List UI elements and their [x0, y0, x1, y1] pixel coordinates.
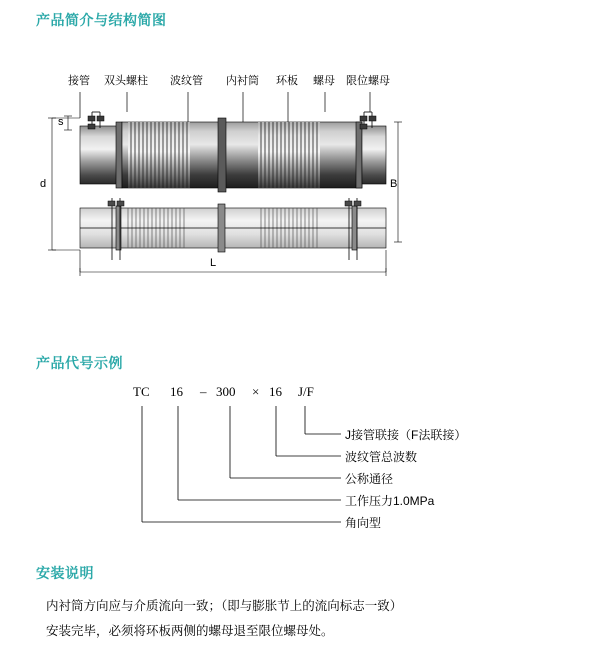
code-description-1: 波纹管总波数	[345, 450, 418, 464]
callout-label-6: 限位螺母	[346, 75, 390, 87]
install-note-line-2: 安装完毕，必须将环板两侧的螺母退至限位螺母处。	[46, 623, 334, 638]
install-note-line-1: 内衬筒方向应与介质流向一致；（即与膨胀节上的流向标志一致）	[46, 599, 403, 613]
section-title-install: 安装说明	[36, 565, 94, 581]
code-token-2: –	[200, 384, 207, 399]
dimension-label-s: s	[58, 116, 64, 128]
callout-label-5: 螺母	[313, 75, 335, 87]
section-title-code: 产品代号示例	[36, 355, 123, 371]
code-token-6: J/F	[298, 384, 314, 399]
code-description-0: J接管联接（F法联接）	[345, 428, 467, 442]
code-description-3: 工作压力1.0MPa	[345, 494, 435, 508]
install-notes	[46, 597, 566, 647]
code-description-4: 角向型	[345, 516, 382, 530]
dimension-label-d: d	[40, 178, 47, 190]
code-token-5: 16	[269, 384, 282, 399]
callout-label-4: 环板	[276, 75, 298, 87]
structure-diagram	[0, 60, 600, 300]
code-token-0: TC	[133, 384, 150, 399]
dimension-label-B: B	[390, 178, 398, 190]
structure-diagram-svg	[0, 60, 600, 300]
code-token-3: 300	[216, 384, 236, 399]
callout-label-0: 接管	[68, 75, 90, 87]
callout-label-3: 内衬筒	[226, 75, 259, 87]
code-token-1: 16	[170, 384, 183, 399]
code-token-4: ×	[252, 384, 260, 399]
dimension-label-L: L	[210, 257, 217, 269]
callout-label-2: 波纹管	[170, 75, 203, 87]
code-example-svg	[0, 380, 600, 540]
section-title-structure: 产品简介与结构简图	[36, 12, 167, 28]
code-description-2: 公称通径	[345, 472, 394, 486]
code-example-diagram	[0, 380, 600, 540]
callout-label-1: 双头螺柱	[104, 75, 148, 87]
